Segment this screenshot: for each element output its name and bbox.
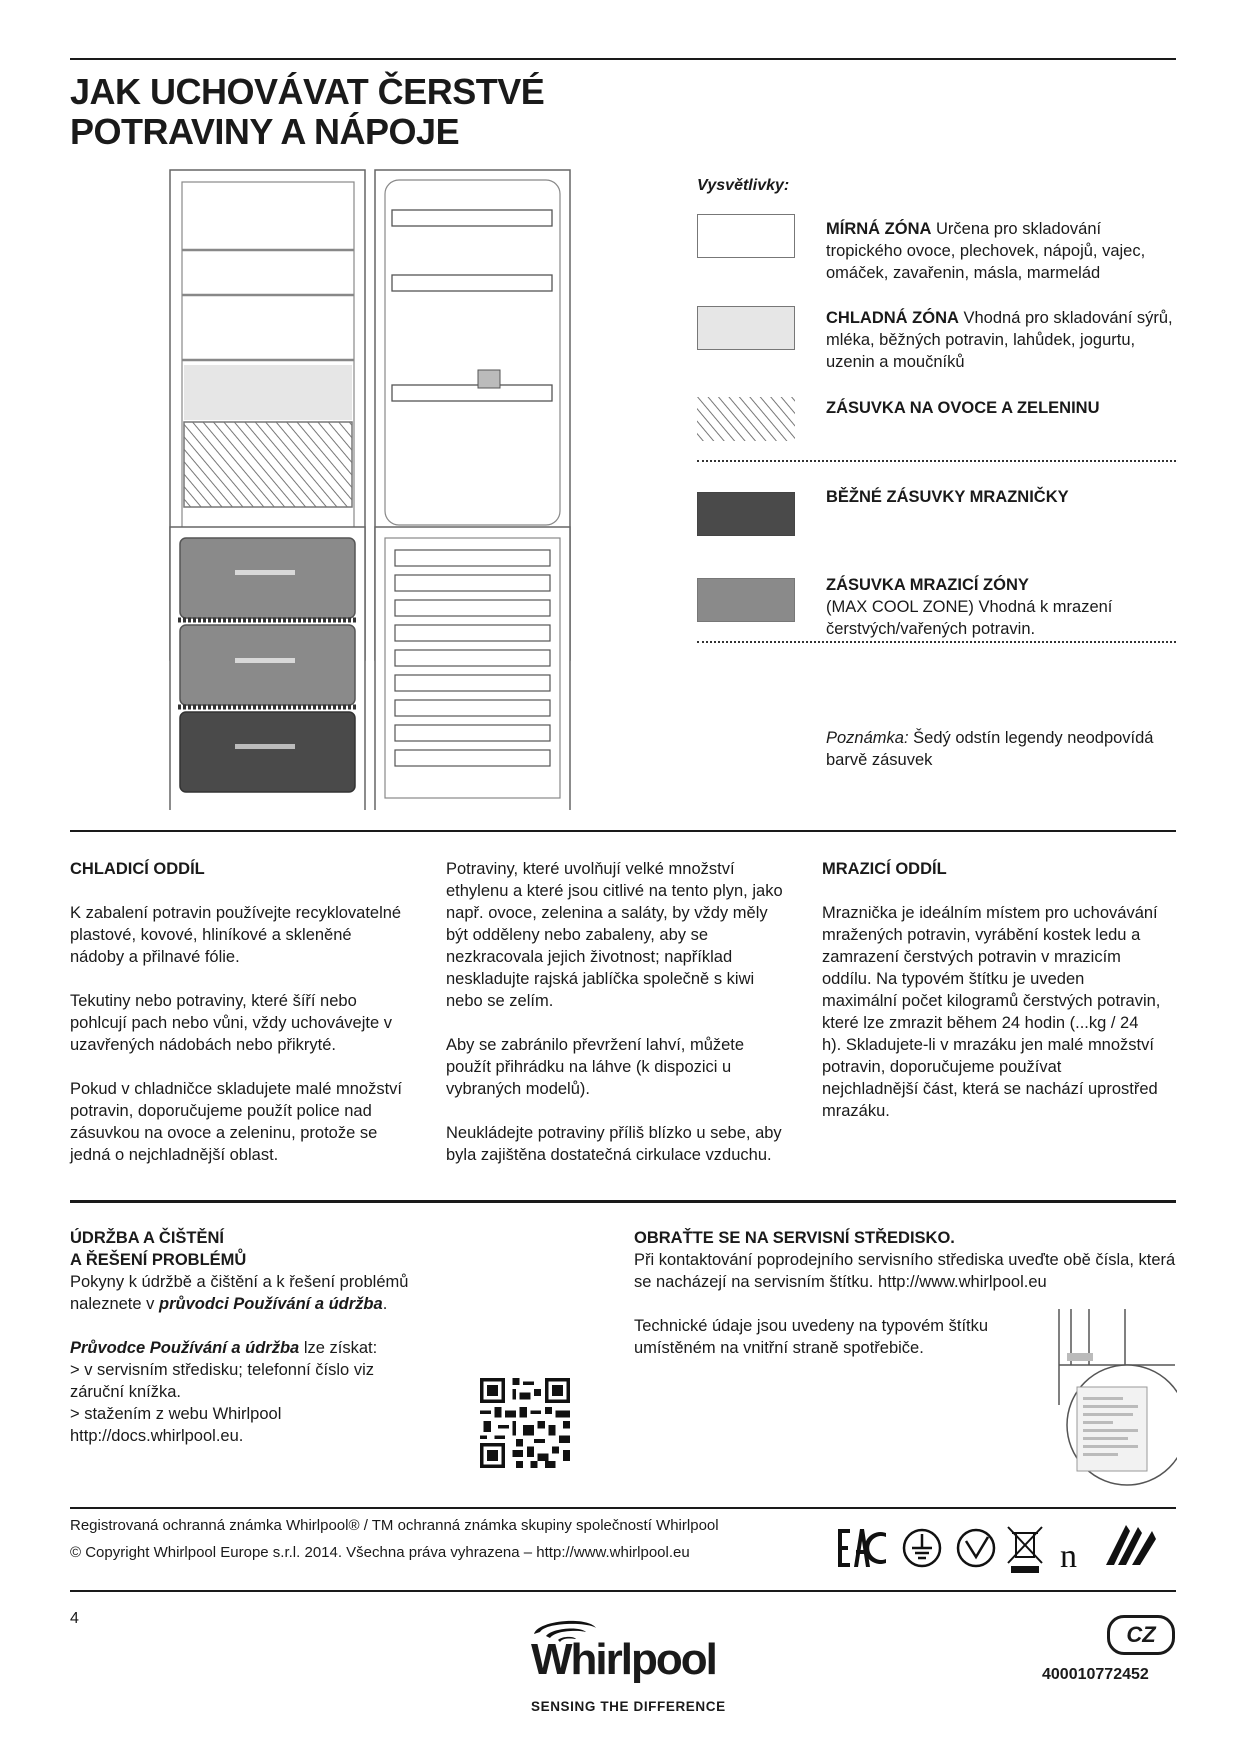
legend-swatch-maxcool xyxy=(697,578,795,622)
legend-item-maxcool: ZÁSUVKA MRAZICÍ ZÓNY (MAX COOL ZONE) Vhodná k mrazení čerstvých/vařených potravin. xyxy=(826,576,1113,638)
section-rule xyxy=(70,1200,1176,1203)
page-number: 4 xyxy=(70,1610,79,1627)
top-rule xyxy=(70,58,1176,60)
freezer-drawer-1 xyxy=(180,538,355,618)
section-rule xyxy=(70,1507,1176,1509)
fridge-illustration xyxy=(160,160,580,810)
storage-tips: Potraviny, které uvolňují velké množství ethylenu a které jsou citlivé na tento plyn, jako např. ovoce, zelenina a saláty, by vždy měly být odděleny nebo zabaleny, aby se nezkracovala jejich životnost; například neskladujte rajská jablíčka společně s kiwi nebo se zelím. Aby se zabránilo převržení lahví, můžete použít přihrádku na láhve (k dispozici u vybraných modelů). Neukládejte potraviny příliš blízko u sebe, aby byla zajištěna dostatečná cirkulace vzduchu. xyxy=(446,860,783,1164)
section-rule xyxy=(70,830,1176,832)
weee-bin-icon xyxy=(1008,1527,1042,1572)
service-section: OBRAŤTE SE NA SERVISNÍ STŘEDISKO. Při kontaktování poprodejního servisního střediska uveďte obě čísla, která se nacházejí na servisním štítku. http://www.whirlpool.eu Technické údaje jsou uvedeny na typovém štítku umístěném na vnitřní straně spotřebiče. xyxy=(634,1229,1176,1357)
legend-label: Vysvětlivky: xyxy=(697,177,790,194)
qr-code xyxy=(480,1378,570,1468)
page-title: JAK UCHOVÁVAT ČERSTVÉ POTRAVINY A NÁPOJE xyxy=(70,71,545,152)
fridge-section-heading: CHLADICÍ ODDÍL xyxy=(70,860,205,878)
legend-item-fruit: ZÁSUVKA NA OVOCE A ZELENINU xyxy=(826,399,1100,417)
legend-divider xyxy=(697,641,1176,643)
trademark-text: Registrovaná ochranná známka Whirlpool® / TM ochranná známka skupiny společností Whirlpool xyxy=(70,1517,719,1534)
legend-item-freezer: BĚŽNÉ ZÁSUVKY MRAZNIČKY xyxy=(826,488,1069,506)
ground-icon xyxy=(904,1530,940,1566)
legend-item-cold: CHLADNÁ ZÓNA Vhodná pro skladování sýrů, mléka, běžných potravin, lahůdek, jogurtu, uzenin a moučníků xyxy=(826,309,1173,371)
legend-item-mild: MÍRNÁ ZÓNA Určena pro skladování tropického ovoce, plechovek, nápojů, vajec, omáček, zavařenin, másla, marmelád xyxy=(826,220,1146,282)
legend-swatch-mild xyxy=(697,214,795,258)
certification-icons xyxy=(836,1521,1176,1577)
brand-tagline: SENSING THE DIFFERENCE xyxy=(531,1699,726,1714)
fridge-section: CHLADICÍ ODDÍL K zabalení potravin používejte recyklovatelné plastové, kovové, hliníkové a skleněné nádoby a přilnavé fólie. Tekutiny nebo potraviny, které šíří nebo pohlcují pach nebo vůni, vždy uchovávejte v uzavřených nádobách nebo přikryté. Pokud v chladničce skladujete malé množství potravin, doporučujeme použít police nad zásuvkou na ovoce a zeleninu, protože se jedná o nejchladnější oblast. xyxy=(70,858,410,1188)
brand-logo: Whirlpool xyxy=(531,1635,716,1684)
n-symbol: n xyxy=(1060,1538,1077,1575)
cert-mark-icon xyxy=(958,1530,994,1566)
freezer-drawer-3 xyxy=(180,712,355,792)
eac-icon xyxy=(838,1529,886,1567)
copyright-text: © Copyright Whirlpool Europe s.r.l. 2014. Všechna práva vyhrazena – http://www.whirlpool.eu xyxy=(70,1544,690,1561)
legend-divider xyxy=(697,460,1176,462)
freezer-section-heading: MRAZICÍ ODDÍL xyxy=(822,860,947,878)
triman-icon xyxy=(1106,1525,1156,1565)
legend-note: Poznámka: Šedý odstín legendy neodpovídá barvě zásuvek xyxy=(826,729,1154,769)
freezer-drawer-2 xyxy=(180,625,355,705)
product-code: 400010772452 xyxy=(1042,1666,1149,1683)
docs-link[interactable]: http://docs.whirlpool.eu. xyxy=(70,1427,244,1445)
country-badge: CZ xyxy=(1107,1615,1175,1655)
freezer-section: MRAZICÍ ODDÍL Mraznička je ideálním místem pro uchovávání mražených potravin, vyrábění kostek ledu a zamrazení čerstvých potravin v mrazicím oddílu. Na typovém štítku je uveden maximální počet kilogramů čerstvých potravin, které lze zmrazit během 24 hodin (...kg / 24 h). Skladujete-li v mrazáku jen malé množství potravin, doporučujeme používat nejchladnější část, která se nachází uprostřed mrazáku. xyxy=(822,860,1161,1120)
rating-plate-illustration xyxy=(1055,1305,1177,1495)
legend-swatch-cold xyxy=(697,306,795,350)
fruit-drawer xyxy=(184,422,352,507)
maintenance-section: ÚDRŽBA A ČIŠTĚNÍ A ŘEŠENÍ PROBLÉMŮ Pokyny k údržbě a čištění a k řešení problémů naleznete v průvodci Používání a údržba. Průvodce Používání a údržba lze získat: > v servisním středisku; telefonní číslo viz záruční knížka. > stažením z webu Whirlpool http://docs.whirlpool.eu. xyxy=(70,1227,415,1447)
legend-swatch-fruit xyxy=(697,397,795,441)
section-rule xyxy=(70,1590,1176,1592)
legend-swatch-freezer xyxy=(697,492,795,536)
